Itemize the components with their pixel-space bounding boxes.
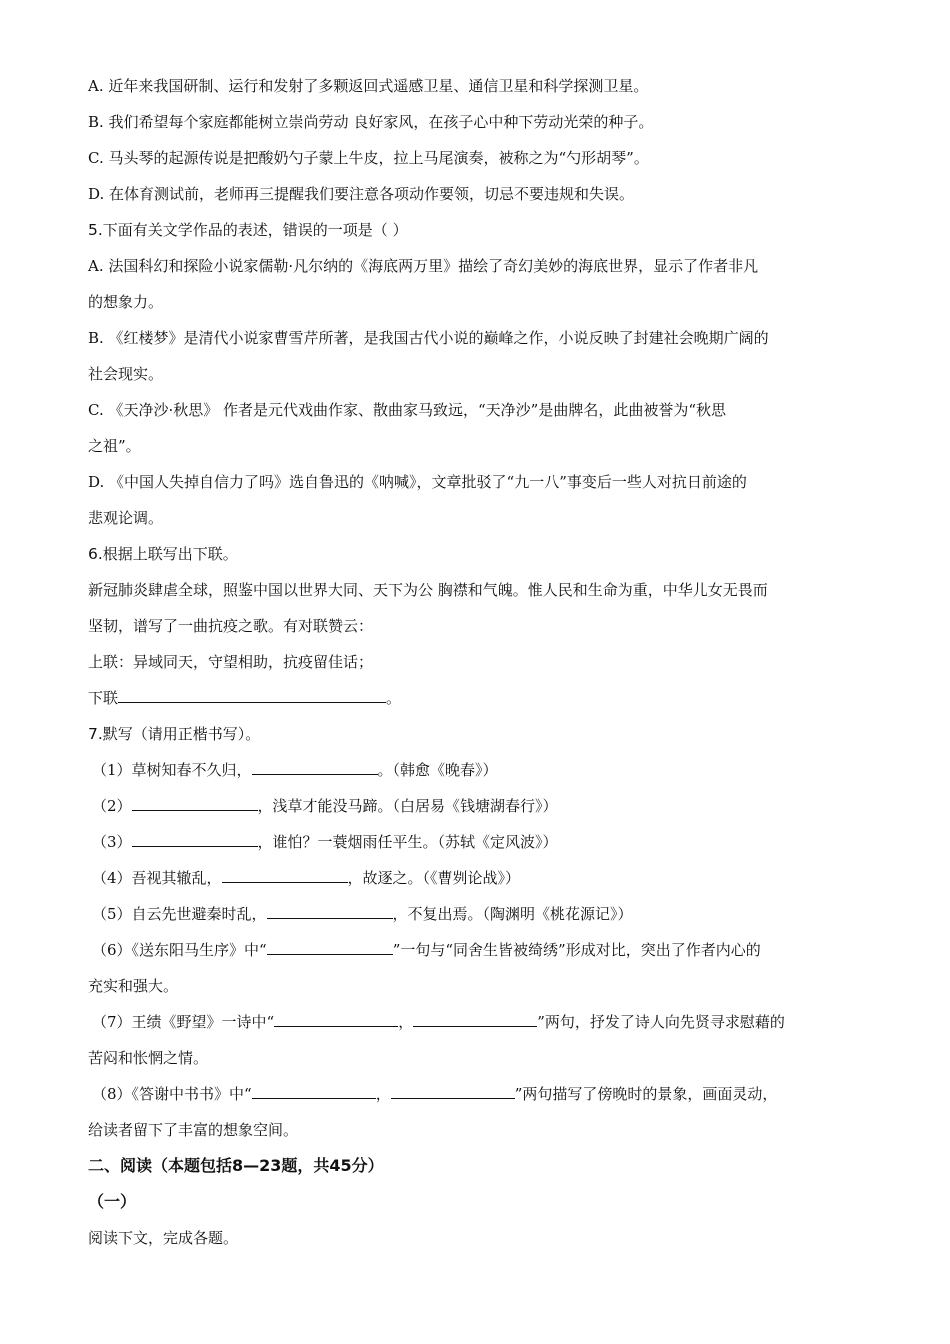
q4-option-a: A. 近年来我国研制、运行和发射了多颗返回式遥感卫星、通信卫星和科学探测卫星。 [88, 77, 649, 95]
section-2-sub: （一） [88, 1192, 137, 1211]
q7-item-8 [88, 1076, 868, 1112]
q5-line: C. 《天净沙·秋思》 作者是元代戏曲作家、散曲家马致远，“天净沙”是曲牌名，此曲被誉为“秋思 [88, 401, 727, 419]
q4-option-c: C. 马头琴的起源传说是把酸奶勺子蒙上牛皮，拉上马尾演奏，被称之为“勺形胡琴”。 [88, 149, 649, 167]
q7-item-1 [88, 752, 868, 788]
q7-item-7 [88, 1004, 868, 1040]
q7-stem-text: 默写（请用正楷书写）。 [102, 725, 261, 743]
q6-number: 6. [88, 545, 103, 563]
q6-answer-blank[interactable] [118, 688, 386, 703]
q7-blank-5[interactable] [267, 904, 393, 919]
q6-line: 坚韧，谱写了一曲抗疫之歌。有对联赞云： [88, 617, 374, 635]
q7-item-text: ，不复出焉。（陶渊明《桃花源记》） [392, 905, 633, 923]
q7-item-text: ，故逐之。（《曹刿论战》） [347, 869, 521, 887]
q5-line: A. 法国科幻和探险小说家儒勒·凡尔纳的《海底两万里》描绘了奇幻美妙的海底世界，显示了作者非凡 [88, 257, 759, 275]
q7-blank-3[interactable] [132, 832, 258, 847]
q5-line: D. 《中国人失掉自信力了吗》选自鲁迅的《呐喊》，文章批驳了“九一八”事变后一些人对抗日前途的 [88, 473, 747, 491]
q7-blank-7b[interactable] [413, 1012, 537, 1027]
q7-item-text: （8）《答谢中书书》中“ [92, 1085, 252, 1103]
q6-answer-prefix: 下联 [88, 689, 119, 707]
section-2-title: 二、阅读（本题包括8—23题，共45分） [88, 1156, 384, 1175]
q5-line: 社会现实。 [88, 365, 164, 383]
q6-line: 上联：异域同天，守望相助，抗疫留佳话； [88, 653, 374, 671]
exam-page [88, 68, 868, 1256]
q7-blank-8a[interactable] [252, 1084, 376, 1099]
q7-item-4 [88, 860, 868, 896]
section-2-intro: 阅读下文，完成各题。 [88, 1229, 239, 1247]
q7-item-text: ”两句描写了傍晚时的景象，画面灵动， [514, 1085, 778, 1103]
q7-item-text: （7）王绩《野望》一诗中“ [92, 1013, 275, 1031]
q6-stem-text: 根据上联写出下联。 [102, 545, 238, 563]
q7-blank-8b[interactable] [391, 1084, 515, 1099]
q7-stem [88, 716, 868, 752]
q7-item-text: ， [398, 1013, 414, 1031]
q7-item-7-cont: 苦闷和怅惘之情。 [88, 1049, 209, 1067]
q7-item-text: （5）自云先世避秦时乱， [92, 905, 267, 923]
q4-option-d: D. 在体育测试前，老师再三提醒我们要注意各项动作要领，切忌不要违规和失误。 [88, 185, 635, 203]
q4-option-b: B. 我们希望每个家庭都能树立崇尚劳动 良好家风，在孩子心中种下劳动光荣的种子。 [88, 113, 654, 131]
q5-line: 的想象力。 [88, 293, 164, 311]
q7-item-text: ，浅草才能没马蹄。（白居易《钱塘湖春行》） [257, 797, 558, 815]
q5-number: 5. [88, 221, 103, 239]
q7-number: 7. [88, 725, 103, 743]
q5-stem [88, 212, 868, 248]
q7-item-text: ， [375, 1085, 391, 1103]
q6-stem [88, 536, 868, 572]
q5-stem-text: 下面有关文学作品的表述，错误的一项是（ ） [102, 221, 408, 239]
q7-item-text: ”两句，抒发了诗人向先贤寻求慰藉的 [537, 1013, 785, 1031]
q5-line: 之祖”。 [88, 437, 141, 455]
q7-item-text: （6）《送东阳马生序》中“ [92, 941, 267, 959]
q7-item-text: ，谁怕？一蓑烟雨任平生。（苏轼《定风波》） [257, 833, 558, 851]
q7-item-8-cont: 给读者留下了丰富的想象空间。 [88, 1121, 299, 1139]
q6-line: 新冠肺炎肆虐全球，照鉴中国以世界大同、天下为公 胸襟和气魄。惟人民和生命为重，中华儿女无畏而 [88, 581, 768, 599]
q7-item-text: （3） [92, 833, 132, 851]
q7-item-text: （2） [92, 797, 132, 815]
q7-blank-2[interactable] [132, 796, 258, 811]
q7-item-5 [88, 896, 868, 932]
q7-item-2 [88, 788, 868, 824]
q7-item-6-cont: 充实和强大。 [88, 977, 179, 995]
q6-answer-suffix: 。 [386, 689, 402, 707]
q7-item-text: 。（韩愈《晚春》） [377, 761, 498, 779]
q7-blank-7a[interactable] [274, 1012, 398, 1027]
q5-line: 悲观论调。 [88, 509, 164, 527]
q7-blank-4[interactable] [222, 868, 348, 883]
q7-item-3 [88, 824, 868, 860]
q7-item-text: ”一句与“同舍生皆被绮绣”形成对比，突出了作者内心的 [392, 941, 761, 959]
q7-item-text: （1）草树知春不久归， [92, 761, 252, 779]
q7-blank-1[interactable] [252, 760, 378, 775]
q7-blank-6[interactable] [267, 940, 393, 955]
q6-answer-line [88, 680, 868, 716]
q5-line: B. 《红楼梦》是清代小说家曹雪芹所著，是我国古代小说的巅峰之作，小说反映了封建社会晚期广阔的 [88, 329, 769, 347]
q7-item-text: （4）吾视其辙乱， [92, 869, 222, 887]
q7-item-6 [88, 932, 868, 968]
